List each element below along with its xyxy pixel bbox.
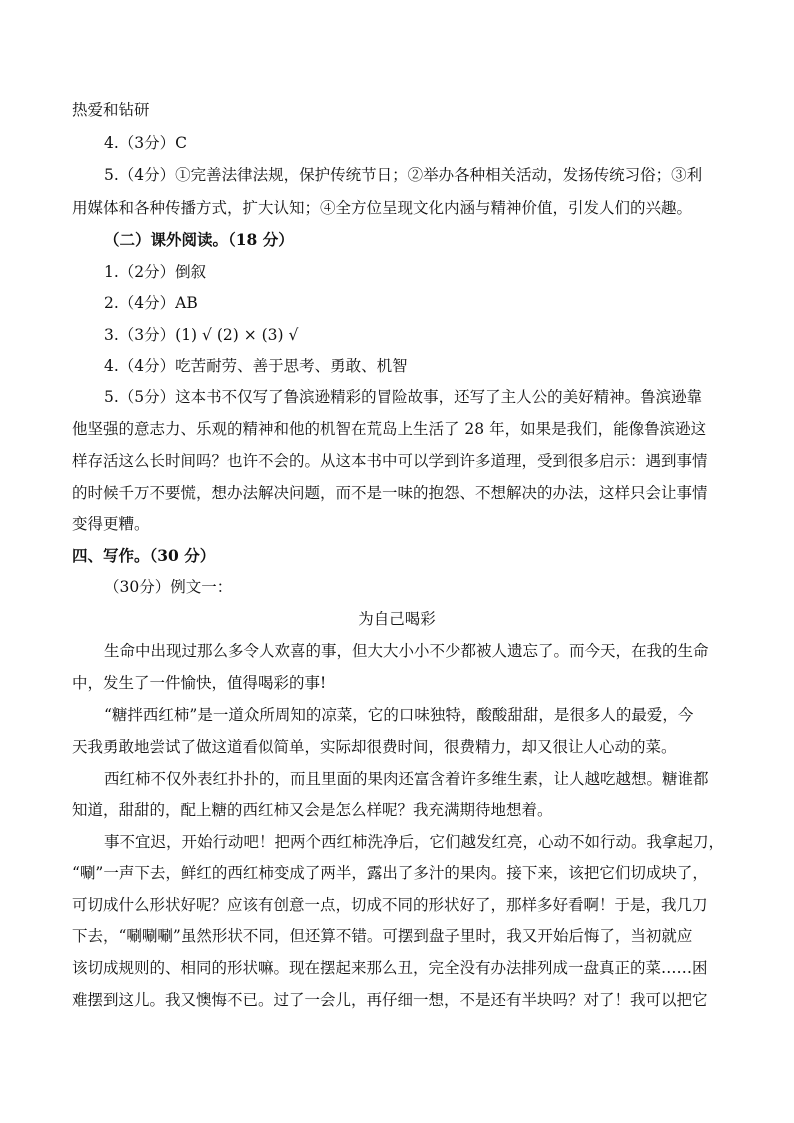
text-line: 的时候千万不要慌，想办法解决问题，而不是一味的抱怨、不想解决的办法，这样只会让事情 [72, 484, 708, 502]
answer-item: 2.（4分）AB [104, 294, 198, 312]
essay-line: 生命中出现过那么多令人欢喜的事，但大大小小不少都被人遗忘了。而今天，在我的生命 [104, 642, 709, 660]
essay-line: “糖拌西红柿”是一道众所周知的凉菜，它的口味独特，酸酸甜甜，是很多人的最爱，今 [104, 706, 694, 724]
essay-line: 中，发生了一件愉快，值得喝彩的事! [72, 674, 327, 692]
answer-item: 4.（4分）吃苦耐劳、善于思考、勇敢、机智 [104, 357, 408, 375]
text-line: 用媒体和各种传播方式，扩大认知；④全方位呈现文化内涵与精神价值，引发人们的兴趣。 [72, 199, 693, 217]
text-line: 热爱和钻研 [72, 101, 150, 119]
section-heading: （二）课外阅读。（18 分） [104, 230, 294, 249]
essay-title: 为自己喝彩 [358, 610, 436, 628]
answer-item: 5.（5分）这本书不仅写了鲁滨逊精彩的冒险故事，还写了主人公的美好精神。鲁滨逊靠 [104, 388, 703, 406]
essay-intro: （30分）例文一： [104, 578, 233, 596]
text-line: 变得更糟。 [72, 515, 150, 533]
text-line: 样存活这么长时间吗？也许不会的。从这本书中可以学到许多道理，受到很多启示：遇到事情 [72, 452, 708, 470]
essay-line: 可切成什么形状好呢？应该有创意一点，切成不同的形状好了，那样多好看啊！于是，我几刀 [72, 896, 708, 914]
essay-line: 难摆到这儿。我又懊悔不已。过了一会儿，再仔细一想，不是还有半块吗？对了！我可以把它 [72, 991, 708, 1009]
answer-item: 5.（4分）①完善法律法规，保护传统节日；②举办各种相关活动，发扬传统习俗；③利 [104, 166, 703, 184]
section-heading: 四、写作。（30 分） [72, 546, 216, 565]
essay-line: 事不宜迟，开始行动吧！把两个西红柿洗净后，它们越发红亮，心动不如行动。我拿起刀， [104, 833, 725, 851]
essay-line: 该切成规则的、相同的形状嘛。现在摆起来那么丑，完全没有办法排列成一盘真正的菜……困 [72, 959, 708, 977]
answer-item: 4.（3分）C [104, 134, 188, 152]
essay-line: 知道，甜甜的，配上糖的西红柿又会是怎么样呢？我充满期待地想着。 [72, 801, 553, 819]
essay-line: 西红柿不仅外表红扑扑的，而且里面的果肉还富含着许多维生素，让人越吃越想。糖谁都 [104, 770, 709, 788]
answer-item: 1.（2分）倒叙 [104, 263, 207, 281]
answer-item: 3.（3分）(1) √ (2) × (3) √ [104, 326, 299, 344]
essay-line: “唰”一声下去，鲜红的西红柿变成了两半，露出了多汁的果肉。接下来，该把它们切成块了， [72, 864, 708, 882]
text-line: 他坚强的意志力、乐观的精神和他的机智在荒岛上生活了 28 年，如果是我们，能像鲁滨逊这 [72, 420, 707, 438]
essay-line: 天我勇敢地尝试了做这道看似简单，实际却很费时间，很费精力，却又很让人心动的菜。 [72, 738, 677, 756]
essay-line: 下去，“唰唰唰”虽然形状不同，但还算不错。可摆到盘子里时，我又开始后悔了，当初就应 [72, 927, 693, 945]
